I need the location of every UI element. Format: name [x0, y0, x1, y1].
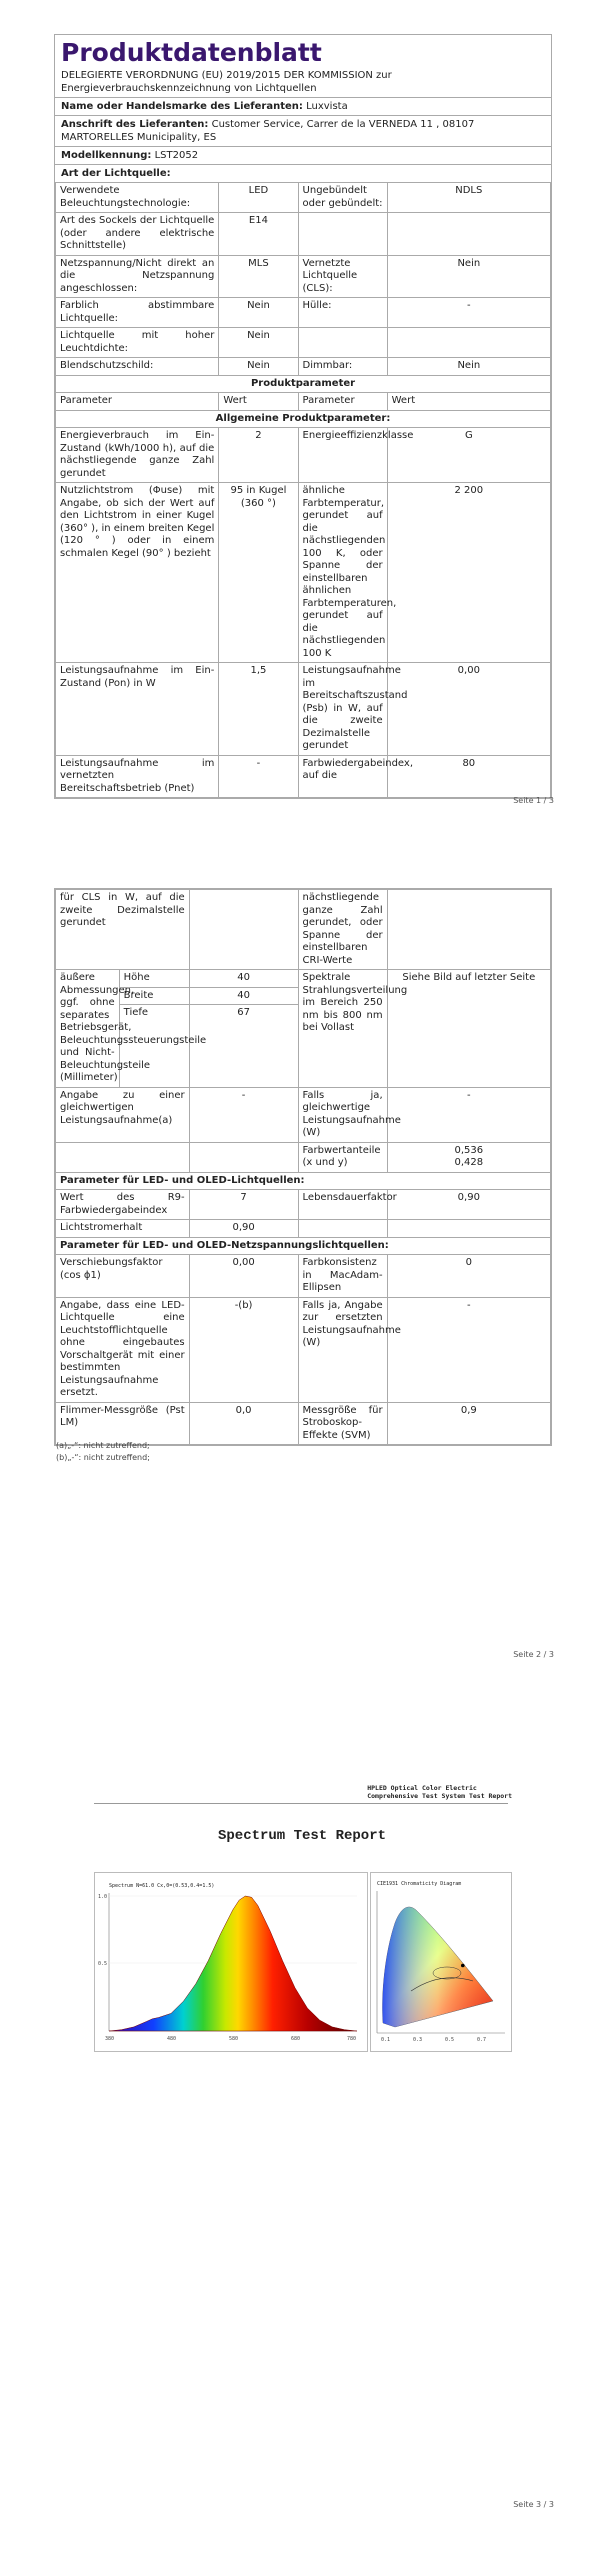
param-value: 2 200 [387, 483, 550, 663]
dimension-value: 40 [190, 988, 298, 1006]
param-label: Messgröße für Stroboskop-Effekte (SVM) [298, 1402, 387, 1445]
table-row [56, 298, 551, 328]
supplier-name-label: Name oder Handelsmarke des Lieferanten: [61, 101, 303, 112]
report-header-line-2: Comprehensive Test System Test Report [367, 1792, 512, 1800]
param-label: Wert des R9-Farbwiedergabeindex [56, 1190, 190, 1220]
supplier-address-label: Anschrift des Lieferanten: [61, 119, 209, 130]
param-value: 0,00 [189, 1255, 298, 1298]
dimension-names [120, 970, 189, 1087]
param-label: Leistungsaufnahme im Bereitschaftszustand (Psb) in W, auf die zweite Dezimalstelle gerundet [298, 663, 387, 756]
param-label [298, 1220, 387, 1238]
cie-title: CIE1931 Chromaticity Diagram [377, 1881, 462, 1887]
param-value: 0,0 [189, 1402, 298, 1445]
param-value: - [219, 755, 298, 798]
supplier-name-value: Luxvista [306, 101, 348, 112]
param-label: Art des Sockels der Lichtquelle (oder andere elektrische Schnittstelle) [56, 213, 219, 256]
param-value [387, 328, 550, 358]
dimensions-label: äußere Abmessungen, ggf. ohne separates Betriebsgerät, Beleuchtungssteuerungsteile und Nicht-Beleuchtungsteile (Millimeter) [56, 970, 120, 1087]
table-row [56, 755, 551, 798]
x-tick-label: 480 [167, 2036, 177, 2042]
param-value: 7 [189, 1190, 298, 1220]
param-label: Lichtquelle mit hoher Leuchtdichte: [56, 328, 219, 358]
dimension-name: Tiefe [123, 1007, 149, 1018]
table-row [56, 1297, 551, 1402]
model-value: LST2052 [154, 150, 199, 161]
param-value: NDLS [387, 183, 550, 213]
param-label: Lebensdauerfaktor [298, 1190, 387, 1220]
x-tick-label: 0.3 [413, 2037, 423, 2043]
param-label: Farbkonsistenz in MacAdam-Ellipsen [298, 1255, 387, 1298]
param-value: Nein [387, 358, 550, 376]
param-value: Nein [387, 255, 550, 298]
x-tick-label: 580 [229, 2036, 239, 2042]
param-label: Dimmbar: [298, 358, 387, 376]
table-row [56, 213, 551, 256]
table-row [56, 1142, 551, 1172]
table-row [56, 1087, 551, 1142]
param-label: Angabe, dass eine LED-Lichtquelle eine Leuchtstofflichtquelle ohne eingebautes Vorschaltgerät mit einer bestimmten Leistungsaufnahme ersetzt. [56, 1297, 190, 1402]
param-value: Siehe Bild auf letzter Seite [387, 970, 550, 1088]
param-value [387, 213, 550, 256]
datasheet-page-2 [54, 888, 552, 1446]
supplier-address-value: Customer Service, Carrer de la VERNEDA 11 , 08107 MARTORELLES Municipality, ES [61, 119, 475, 143]
param-value: - [189, 1087, 298, 1142]
param-value: - [387, 298, 550, 328]
table-header-row [56, 393, 551, 411]
param-value [189, 1142, 298, 1172]
param-value: 0 [387, 1255, 550, 1298]
param-value: 0,90 [189, 1220, 298, 1238]
param-label [56, 1142, 190, 1172]
table-row [56, 483, 551, 663]
x-tick-label: 780 [347, 2036, 357, 2042]
table-row [56, 1190, 551, 1220]
param-label: Verschiebungsfaktor (cos ϕ1) [56, 1255, 190, 1298]
dimension-values [189, 970, 298, 1088]
param-label: Hülle: [298, 298, 387, 328]
table-row [56, 328, 551, 358]
lamp-type-table [55, 182, 551, 798]
param-value: 1,5 [219, 663, 298, 756]
param-value: 0,00 [387, 663, 550, 756]
supplier-name-row [55, 97, 551, 115]
param-value: Nein [219, 298, 298, 328]
y-tick-label: 1.0 [98, 1894, 108, 1900]
param-label [298, 213, 387, 256]
table-row [56, 1402, 551, 1445]
param-label: für CLS in W, auf die zweite Dezimalstelle gerundet [56, 890, 190, 970]
cie-chart-frame [370, 1872, 512, 2052]
param-value: Nein [219, 328, 298, 358]
param-value: 95 in Kugel (360 °) [219, 483, 298, 663]
datasheet-title: Produktdatenblatt [61, 38, 322, 67]
equiv-label: Angabe zu einer gleichwertigen Leistungsaufnahme(a) [60, 1089, 185, 1126]
page-3 [0, 1760, 604, 2560]
chroma-x-value: 0,536 [454, 1144, 484, 1156]
x-tick-label: 0.5 [445, 2037, 455, 2043]
table-row [56, 410, 551, 428]
x-tick-label: 380 [105, 2036, 115, 2042]
spectrum-area [109, 1896, 357, 2031]
param-label: Energieeffizienzklasse [298, 428, 387, 483]
param-value: E14 [219, 213, 298, 256]
param-label: Leistungsaufnahme im vernetzten Bereitschaftsbetrieb (Pnet) [56, 755, 219, 798]
param-value: -(b) [189, 1297, 298, 1402]
lamp-type-label: Art der Lichtquelle: [55, 164, 551, 182]
spectrum-title: Spectrum N=61.0 Cx,0=(0.53,0.4=1.5) [109, 1883, 215, 1889]
param-value [387, 890, 550, 970]
param-label: Lichtstromerhalt [56, 1220, 190, 1238]
param-label [298, 328, 387, 358]
param-label: Verwendete Beleuchtungstechnologie: [56, 183, 219, 213]
column-header-value: Wert [219, 393, 298, 411]
param-value: - [387, 1297, 550, 1402]
param-label: Energieverbrauch im Ein-Zustand (kWh/1000 h), auf die nächstliegende ganze Zahl gerundet [56, 428, 219, 483]
param-label: Spektrale Strahlungsverteilung im Bereich 250 nm bis 800 nm bei Vollast [298, 970, 387, 1088]
param-label: Vernetzte Lichtquelle (CLS): [298, 255, 387, 298]
param-label: nächstliegende ganze Zahl gerundet, oder Spanne der einstellbaren CRI-Werte [298, 890, 387, 970]
chromaticity-point [461, 1964, 465, 1968]
param-label: ähnliche Farbtemperatur, gerundet auf die nächstliegenden 100 K, oder Spanne der einstellbaren ähnlichen Farbtemperaturen, gerundet auf die nächstliegenden 100 K [298, 483, 387, 663]
table-row [56, 663, 551, 756]
dimension-value: 40 [190, 970, 298, 988]
page-number: Seite 3 / 3 [513, 2500, 554, 2509]
spectrum-chart [95, 1873, 367, 2051]
param-label: Flimmer-Messgröße (Pst LM) [56, 1402, 190, 1445]
table-row [56, 1220, 551, 1238]
table-row [56, 183, 551, 213]
param-value: 0,90 [387, 1190, 550, 1220]
param-value [189, 890, 298, 970]
param-label [56, 1087, 190, 1142]
page-number: Seite 2 / 3 [513, 1650, 554, 1659]
param-value: 0,9 [387, 1402, 550, 1445]
page-2 [0, 880, 604, 1680]
param-value [387, 1142, 550, 1172]
param-value: 2 [219, 428, 298, 483]
param-label: Leistungsaufnahme im Ein-Zustand (Pon) in W [56, 663, 219, 756]
y-tick-label: 0.5 [98, 1961, 108, 1967]
cie-chart [371, 1873, 511, 2051]
dimensions-cell [56, 970, 207, 1088]
table-row [56, 970, 551, 1088]
table-row [56, 428, 551, 483]
dimension-name: Breite [120, 988, 189, 1006]
param-value [387, 1220, 550, 1238]
table-row [56, 1255, 551, 1298]
param-value: Nein [219, 358, 298, 376]
column-header-param: Parameter [298, 393, 387, 411]
model-label: Modellkennung: [61, 150, 152, 161]
report-header-line-1: HPLED Optical Color Electric [367, 1784, 477, 1792]
table-row [56, 358, 551, 376]
param-label: Farbwiedergabeindex, auf die [298, 755, 387, 798]
table-row [56, 375, 551, 393]
led-params-header: Parameter für LED- und OLED-Lichtquellen: [56, 1172, 551, 1190]
mains-params-header: Parameter für LED- und OLED-Netzspannungslichtquellen: [56, 1237, 551, 1255]
page-number: Seite 1 / 3 [513, 796, 554, 805]
param-label: Falls ja, gleichwertige Leistungsaufnahme (W) [298, 1087, 387, 1142]
param-label: Farblich abstimmbare Lichtquelle: [56, 298, 219, 328]
param-value: G [387, 428, 550, 483]
regulation-text: DELEGIERTE VERORDNUNG (EU) 2019/2015 DER KOMMISSION zur Energieverbrauchskennzeichnung von Lichtquellen [61, 70, 392, 94]
supplier-address-row [55, 115, 551, 146]
spectrum-chart-frame [94, 1872, 368, 2052]
table-row [56, 255, 551, 298]
report-header [367, 1784, 512, 1800]
param-label: Nutzlichtstrom (Φuse) mit Angabe, ob sich der Wert auf den Lichtstrom in einer Kugel (360° ), in einem breiten Kegel (120 ° ) oder in einem schmalen Kegel (90° ) bezieht [56, 483, 219, 663]
chroma-y-value: 0,428 [454, 1157, 484, 1168]
model-row [55, 146, 551, 164]
param-label: Ungebündelt oder gebündelt: [298, 183, 387, 213]
dimension-value: 67 [237, 1007, 250, 1018]
dimension-name: Höhe [120, 970, 189, 988]
table-row [56, 1172, 551, 1190]
footnote-b: (b)„-“: nicht zutreffend; [56, 1453, 150, 1462]
table-row [56, 890, 551, 970]
footnote-a: (a)„-“: nicht zutreffend; [56, 1441, 150, 1450]
column-header-value: Wert [387, 393, 550, 411]
x-tick-label: 0.7 [477, 2037, 487, 2043]
param-value: LED [219, 183, 298, 213]
footnotes [56, 1440, 150, 1464]
param-value: 80 [387, 755, 550, 798]
param-label: Farbwertanteile (x und y) [298, 1142, 387, 1172]
general-params-header: Allgemeine Produktparameter: [56, 410, 551, 428]
x-tick-label: 0.1 [381, 2037, 391, 2043]
datasheet-page-1 [54, 34, 552, 799]
spectral-locus-overlay [383, 1907, 494, 2027]
header-rule [94, 1803, 508, 1804]
report-title: Spectrum Test Report [217, 1828, 387, 1844]
column-header-param: Parameter [56, 393, 219, 411]
param-label: Blendschutzschild: [56, 358, 219, 376]
param-value: - [387, 1087, 550, 1142]
param-label: Netzspannung/Nicht direkt an die Netzspannung angeschlossen: [56, 255, 219, 298]
page-1 [0, 0, 604, 805]
param-label: Falls ja, Angabe zur ersetzten Leistungsaufnahme (W) [298, 1297, 387, 1402]
table-row [56, 1237, 551, 1255]
x-tick-label: 680 [291, 2036, 301, 2042]
product-params-header: Produktparameter [56, 375, 551, 393]
param-value: MLS [219, 255, 298, 298]
parameter-table-continued [55, 889, 551, 1445]
